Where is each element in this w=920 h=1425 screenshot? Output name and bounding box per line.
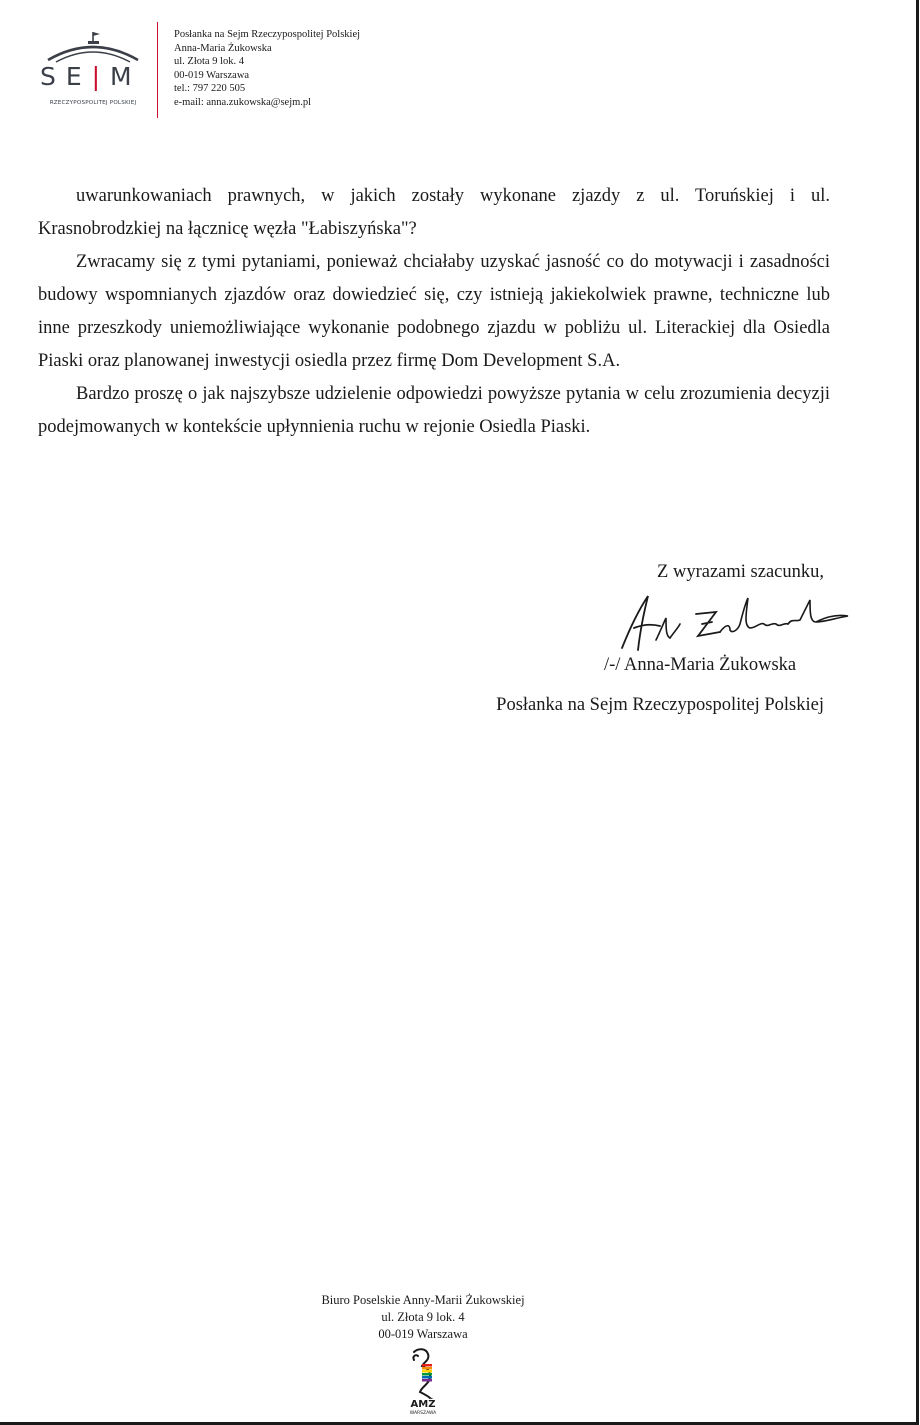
footer-city: 00-019 Warszawa (378, 1327, 468, 1341)
footer-office: Biuro Poselskie Anny-Marii Żukowskiej (321, 1293, 525, 1307)
header-email: e-mail: anna.zukowska@sejm.pl (174, 96, 312, 108)
footer-street: ul. Złota 9 lok. 4 (381, 1310, 465, 1324)
header-contact-block (174, 28, 360, 109)
signatory-name: /-/ Anna-Maria Żukowska (604, 655, 797, 675)
amz-mermaid-icon (400, 1346, 446, 1400)
sejm-logo-word: S E | M (40, 62, 133, 91)
closing-salutation: Z wyrazami szacunku, (657, 562, 824, 582)
amz-logo-text: AMŻ (410, 1399, 436, 1410)
header-city: 00-019 Warszawa (174, 69, 250, 81)
letter-body (38, 180, 830, 444)
header-street: ul. Złota 9 lok. 4 (174, 56, 244, 67)
handwritten-signature (604, 588, 860, 660)
amz-logo (400, 1346, 446, 1420)
footer-address (260, 1292, 586, 1343)
body-paragraph: uwarunkowaniach prawnych, w jakich zostały wykonane zjazdy z ul. Toruńskiej i ul. Krasnobrodzkiej na łącznicę węzła "Łabiszyńska"? (38, 186, 830, 239)
header-title: Posłanka na Sejm Rzeczypospolitej Polskiej (174, 29, 361, 40)
signatory-role: Posłanka na Sejm Rzeczypospolitej Polskiej (496, 695, 824, 715)
sejm-logo (36, 28, 150, 114)
body-paragraph: Zwracamy się z tymi pytaniami, ponieważ chciałaby uzyskać jasność co do motywacji i zasadności budowy wspomnianych zjazdów oraz dowiedzieć się, czy istnieją jakiekolwiek prawne, techniczne lub inne przeszkody uniemożliwiające wykonanie podobnego zjazdu w pobliżu ul. Literackiej dla Osiedla Piaski oraz planowanej inwestycji osiedla przez firmę Dom Development S.A. (38, 252, 830, 371)
header-name: Anna-Maria Żukowska (174, 42, 272, 54)
body-paragraph: Bardzo proszę o jak najszybsze udzielenie odpowiedzi powyższe pytania w celu zrozumienia decyzji podejmowanych w kontekście upłynnienia ruchu w rejonie Osiedla Piaski. (38, 384, 830, 437)
header-divider (157, 22, 158, 118)
header-phone: tel.: 797 220 505 (174, 83, 246, 94)
sejm-logo-subtitle: RZECZYPOSPOLITEJ POLSKIEJ (49, 100, 137, 106)
amz-logo-subtitle: WARSZAWA (409, 1411, 437, 1416)
